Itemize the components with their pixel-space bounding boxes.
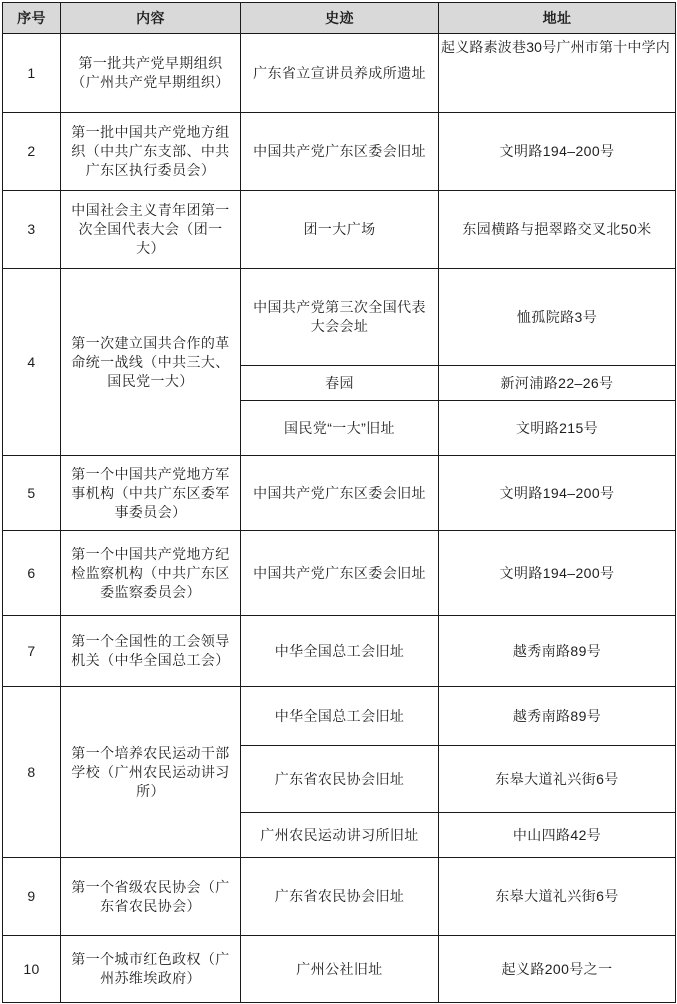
site-text: 中国共产党广东区委会旧址 — [253, 143, 426, 160]
address-cell — [439, 813, 676, 858]
table-row — [3, 269, 676, 366]
content-text: 第一个省级农民协会（广东省农民协会） — [71, 878, 230, 914]
red-sites-table — [2, 2, 676, 1003]
content-cell — [61, 936, 241, 1003]
address-cell — [439, 858, 676, 936]
site-text: 春园 — [325, 374, 354, 391]
site-text: 中国共产党广东区委会旧址 — [253, 484, 426, 501]
site-cell — [241, 746, 439, 813]
content-text: 第一个培养农民运动干部学校（广州农民运动讲习所） — [71, 744, 230, 799]
address-cell — [439, 456, 676, 531]
row-number: 7 — [3, 616, 61, 687]
table-row — [3, 34, 676, 113]
address-cell — [439, 687, 676, 746]
site-text: 广州农民运动讲习所旧址 — [260, 826, 419, 843]
site-cell — [241, 456, 439, 531]
header-site: 史迹 — [241, 3, 439, 34]
content-text: 第一批共产党早期组织（广州共产党早期组织） — [71, 55, 230, 90]
address-text: 东皋大道礼兴街6号 — [495, 770, 619, 787]
content-cell — [61, 456, 241, 531]
row-number: 5 — [3, 456, 61, 531]
row-number: 6 — [3, 531, 61, 616]
table-row — [3, 616, 676, 687]
address-cell — [439, 936, 676, 1003]
address-text: 起义路200号之一 — [501, 960, 613, 977]
site-cell — [241, 269, 439, 366]
site-cell — [241, 813, 439, 858]
site-cell — [241, 936, 439, 1003]
content-text: 第一个中国共产党地方军事机构（中共广东区委军事委员会） — [71, 465, 230, 520]
site-cell — [241, 531, 439, 616]
header-address: 地址 — [439, 3, 676, 34]
content-cell — [61, 269, 241, 456]
address-text: 文明路194–200号 — [499, 143, 615, 160]
content-cell — [61, 113, 241, 191]
table-row — [3, 687, 676, 746]
table-row — [3, 936, 676, 1003]
site-text: 中国共产党广东区委会旧址 — [253, 564, 426, 581]
site-cell — [241, 366, 439, 401]
address-text: 文明路194–200号 — [499, 484, 615, 501]
content-cell — [61, 531, 241, 616]
row-number: 10 — [3, 936, 61, 1003]
address-cell — [439, 191, 676, 269]
header-row — [3, 3, 676, 34]
site-text: 中华全国总工会旧址 — [274, 642, 405, 659]
content-text: 第一批中国共产党地方组织（中共广东支部、中共广东区执行委员会） — [71, 124, 230, 178]
address-text: 越秀南路89号 — [512, 707, 602, 724]
site-cell — [241, 858, 439, 936]
address-text: 恤孤院路3号 — [516, 308, 598, 325]
address-text: 越秀南路89号 — [512, 642, 602, 659]
content-cell — [61, 858, 241, 936]
site-cell — [241, 34, 439, 113]
row-number: 3 — [3, 191, 61, 269]
site-text: 中华全国总工会旧址 — [274, 707, 405, 724]
content-cell — [61, 616, 241, 687]
site-cell — [241, 113, 439, 191]
row-number: 8 — [3, 687, 61, 858]
content-text: 第一个中国共产党地方纪检监察机构（中共广东区委监察委员会） — [71, 545, 230, 600]
address-text: 起义路素波巷30号广州市第十中学内 — [441, 39, 670, 55]
header-index: 序号 — [3, 3, 61, 34]
content-text: 第一次建立国共合作的革命统一战线（中共三大、国民党一大） — [71, 334, 230, 389]
address-cell — [439, 113, 676, 191]
content-cell — [61, 191, 241, 269]
address-text: 中山四路42号 — [512, 826, 602, 843]
address-text: 新河浦路22–26号 — [500, 374, 614, 391]
content-text: 第一个全国性的工会领导机关（中华全国总工会） — [71, 633, 230, 668]
site-cell — [241, 687, 439, 746]
site-text: 广东省农民协会旧址 — [274, 888, 405, 905]
address-cell — [439, 34, 676, 113]
row-number: 2 — [3, 113, 61, 191]
address-cell — [439, 531, 676, 616]
row-number: 9 — [3, 858, 61, 936]
address-text: 文明路215号 — [515, 419, 599, 436]
address-cell — [439, 366, 676, 401]
content-text: 中国社会主义青年团第一次全国代表大会（团一大） — [71, 202, 230, 256]
content-cell — [61, 687, 241, 858]
site-text: 广州公社旧址 — [296, 960, 383, 977]
table-row — [3, 456, 676, 531]
site-text: 团一大广场 — [303, 221, 376, 238]
site-cell — [241, 616, 439, 687]
row-number: 1 — [3, 34, 61, 113]
address-text: 东园横路与挹翠路交叉北50米 — [462, 221, 652, 238]
table-row — [3, 858, 676, 936]
address-cell — [439, 746, 676, 813]
table-row — [3, 191, 676, 269]
content-cell — [61, 34, 241, 113]
site-text: 广东省立宣讲员养成所遗址 — [253, 64, 426, 81]
site-text: 国民党“一大”旧址 — [284, 419, 395, 436]
table-row — [3, 531, 676, 616]
address-text: 文明路194–200号 — [499, 564, 615, 581]
row-number: 4 — [3, 269, 61, 456]
address-cell — [439, 616, 676, 687]
header-content: 内容 — [61, 3, 241, 34]
content-text: 第一个城市红色政权（广州苏维埃政府） — [71, 951, 230, 986]
address-text: 东皋大道礼兴街6号 — [495, 888, 619, 905]
address-cell — [439, 269, 676, 366]
site-cell — [241, 401, 439, 456]
site-text: 广东省农民协会旧址 — [274, 770, 405, 787]
site-cell — [241, 191, 439, 269]
address-cell — [439, 401, 676, 456]
table-row — [3, 113, 676, 191]
site-text: 中国共产党第三次全国代表大会会址 — [253, 299, 426, 334]
